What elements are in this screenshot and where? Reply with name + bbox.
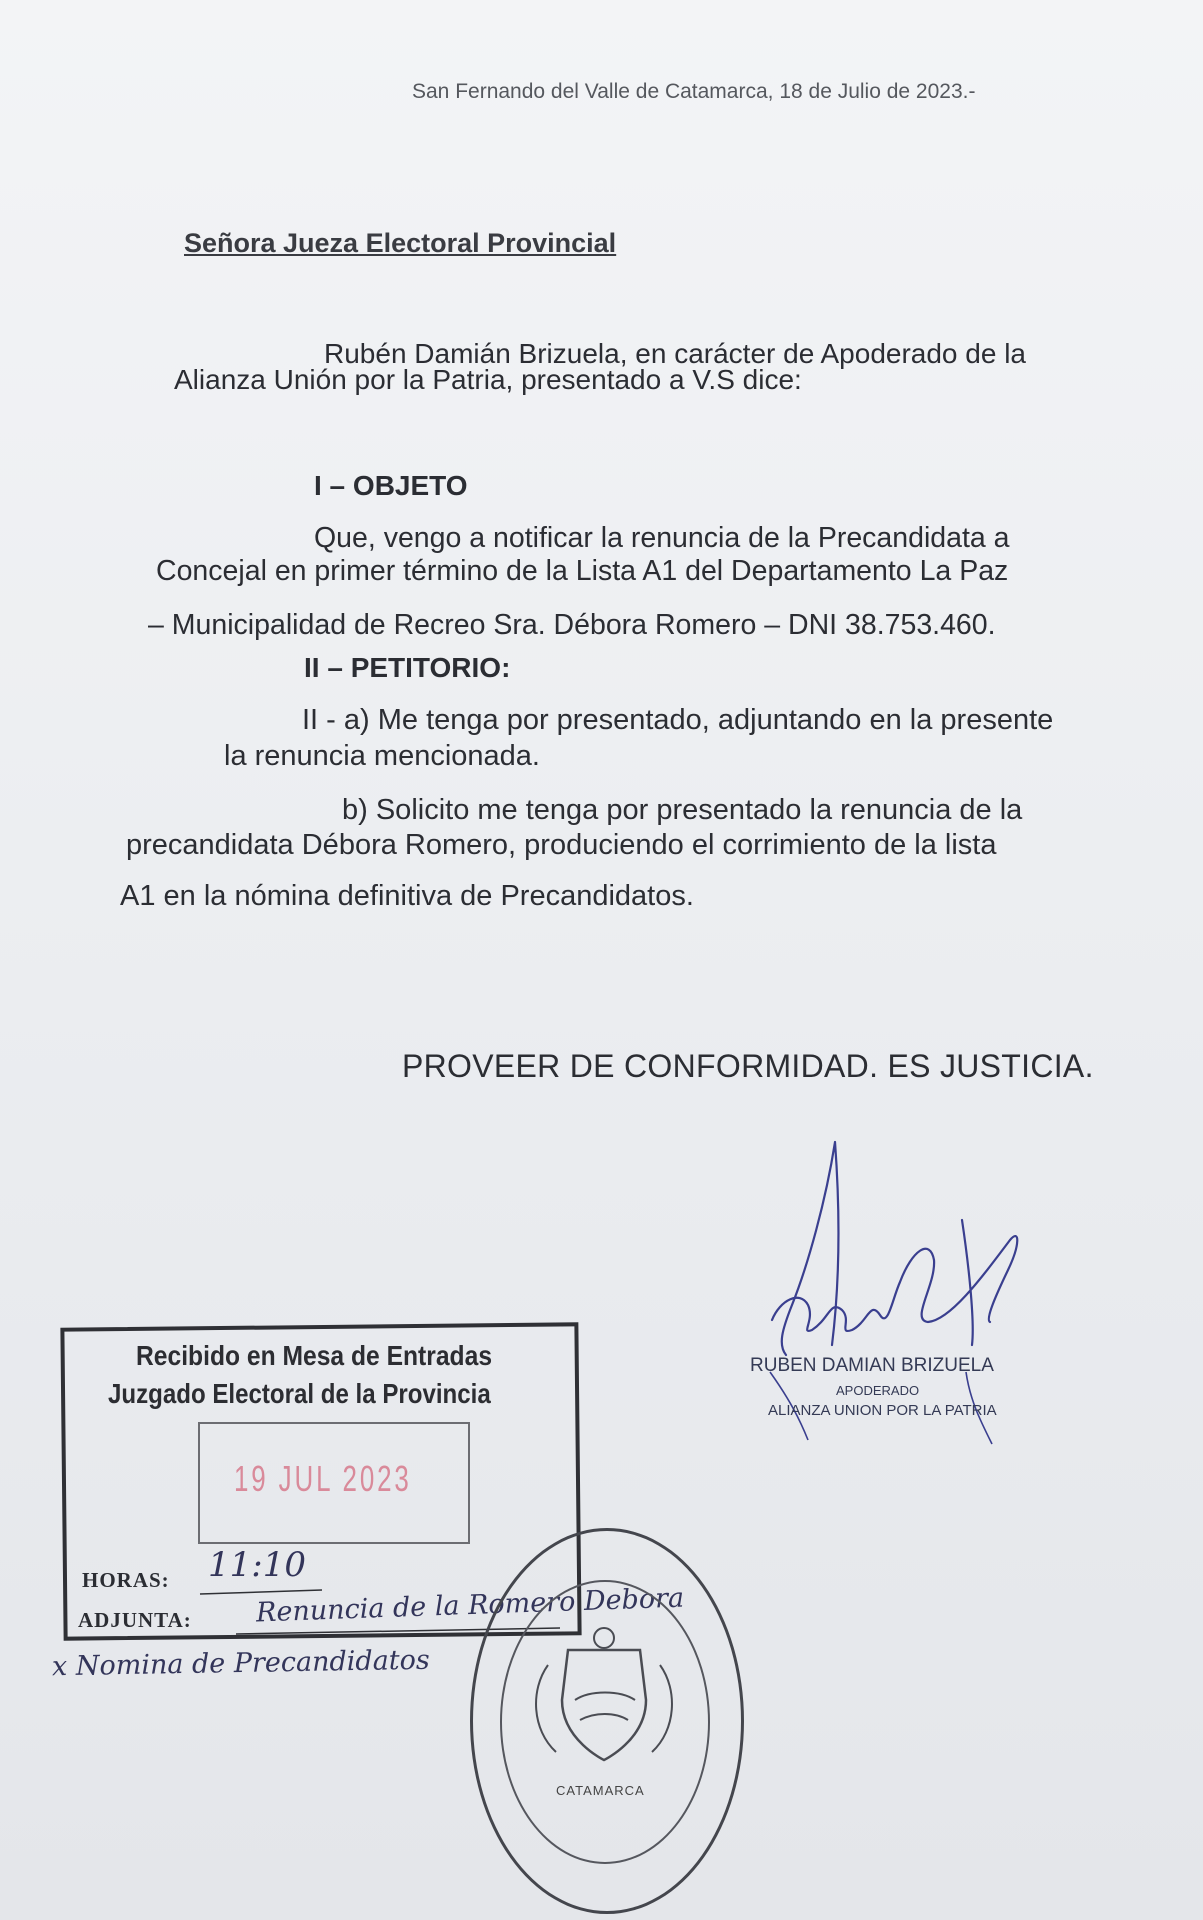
petitorio-b-line-1: b) Solicito me tenga por presentado la renuncia de la [342, 794, 1023, 826]
section-objeto-heading: I – OBJETO [314, 470, 468, 501]
seal-text: CATAMARCA [556, 1783, 645, 1798]
stamp-date: 19 JUL 2023 [234, 1458, 412, 1499]
horas-handwritten: 11:10 [208, 1545, 306, 1585]
closing-formula: PROVEER DE CONFORMIDAD. ES JUSTICIA. [402, 1048, 1094, 1084]
objeto-line-3: – Municipalidad de Recreo Sra. Débora Romero – DNI 38.753.460. [148, 609, 996, 641]
petitorio-b-line-3: A1 en la nómina definitiva de Precandidatos. [120, 880, 694, 912]
horas-label: HORAS: [82, 1568, 170, 1592]
petitorio-a-line-1: II - a) Me tenga por presentado, adjuntando en la presente [302, 704, 1054, 736]
signature-name: RUBEN DAMIAN BRIZUELA [750, 1355, 994, 1376]
intro-line-1: Rubén Damián Brizuela, en carácter de Apoderado de la [324, 338, 1026, 369]
petitorio-b-line-2: precandidata Débora Romero, produciendo el corrimiento de la lista [126, 829, 997, 861]
adjunta-label: ADJUNTA: [78, 1608, 192, 1632]
adjunta-handwritten-line-2: x Nomina de Precandidatos [51, 1644, 431, 1683]
section-petitorio-heading: II – PETITORIO: [304, 652, 511, 683]
objeto-line-2: Concejal en primer término de la Lista A1 del Departamento La Paz [156, 555, 1009, 587]
date-line: San Fernando del Valle de Catamarca, 18 de Julio de 2023.- [412, 80, 976, 103]
addressee: Señora Jueza Electoral Provincial [184, 228, 617, 258]
adjunta-handwritten: Renuncia de la Romero Debora [255, 1582, 685, 1629]
objeto-line-1: Que, vengo a notificar la renuncia de la Precandidata a [314, 522, 1010, 554]
stamp-line-2: Juzgado Electoral de la Provincia [108, 1378, 491, 1409]
intro-line-2: Alianza Unión por la Patria, presentado a V.S dice: [174, 364, 802, 395]
petitorio-a-line-2: la renuncia mencionada. [224, 740, 540, 772]
signature-organization: ALIANZA UNION POR LA PATRIA [768, 1402, 997, 1419]
stamp-line-1: Recibido en Mesa de Entradas [136, 1340, 493, 1371]
signature-role: APODERADO [836, 1383, 920, 1398]
